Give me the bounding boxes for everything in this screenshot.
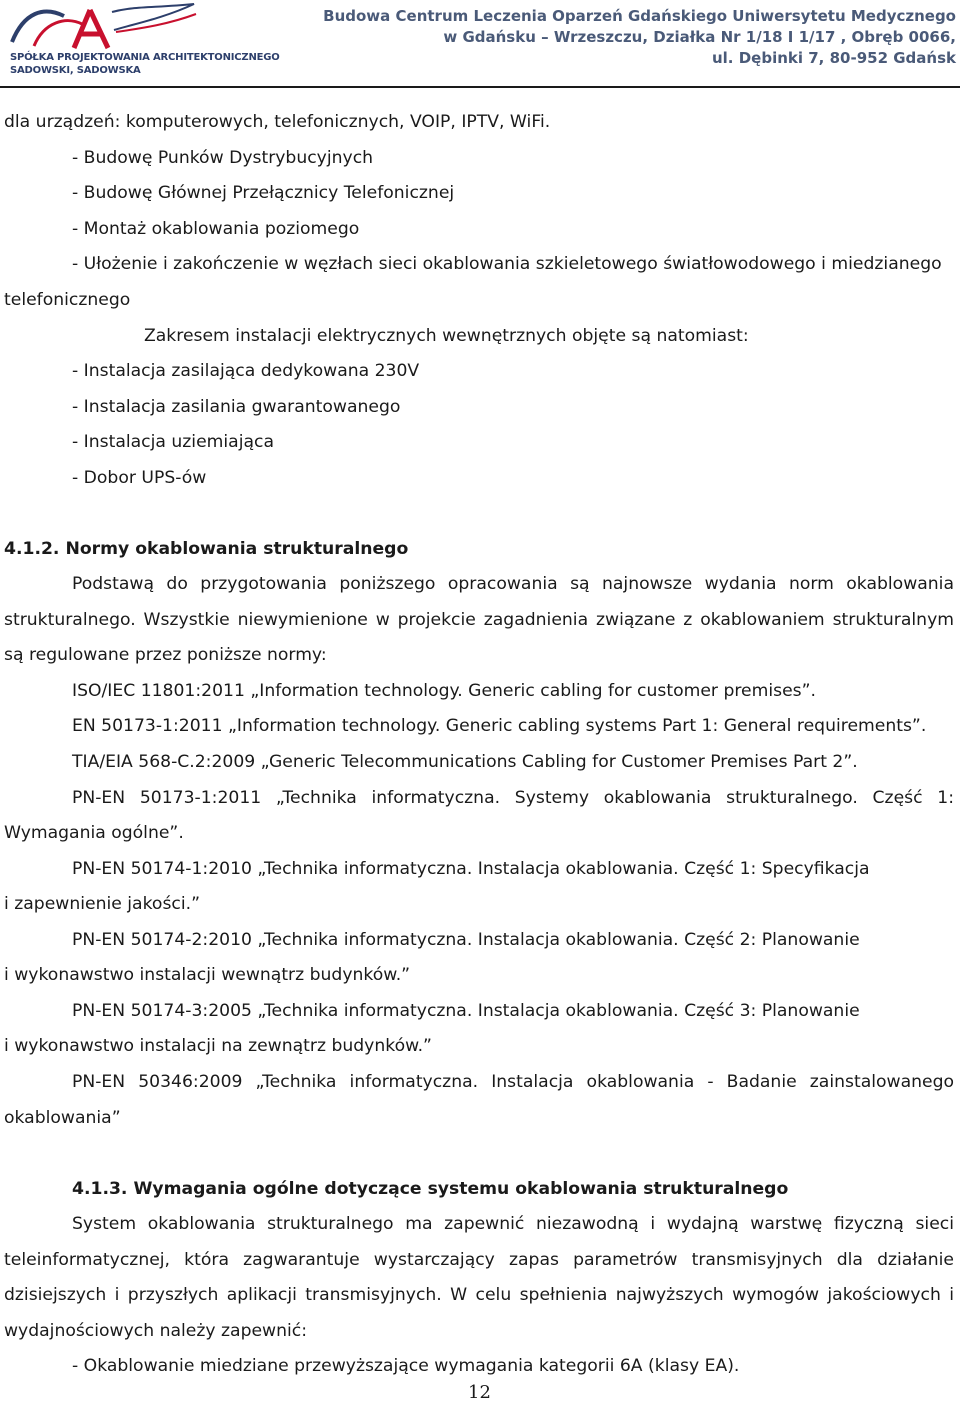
list-item: - Instalacja uziemiająca xyxy=(72,432,274,452)
logo-company-line2: SADOWSKI, SADOWSKA xyxy=(10,65,141,76)
body-line: dla urządzeń: komputerowych, telefonicznych, VOIP, IPTV, WiFi. xyxy=(4,112,551,132)
section-heading: 4.1.3. Wymagania ogólne dotyczące systemu okablowania strukturalnego xyxy=(72,1179,789,1199)
paragraph-line: Podstawą do przygotowania poniższego opracowania są najnowsze wydania norm okablowania xyxy=(72,574,954,594)
project-title-block xyxy=(323,6,956,69)
page-header xyxy=(0,0,960,84)
company-logo xyxy=(4,2,280,80)
norm-item-cont: okablowania” xyxy=(4,1108,121,1128)
list-item: - Montaż okablowania poziomego xyxy=(72,219,360,239)
norm-item: PN-EN 50346:2009 „Technika informatyczna. Instalacja okablowania - Badanie zainstalowanego xyxy=(72,1072,954,1092)
norm-item: PN-EN 50174-1:2010 „Technika informatyczna. Instalacja okablowania. Część 1: Specyfikacja xyxy=(72,859,870,879)
norm-item: ISO/IEC 11801:2011 „Information technology. Generic cabling for customer premises”. xyxy=(72,681,816,701)
list-item: - Budowę Punków Dystrybucyjnych xyxy=(72,148,374,168)
paragraph-line: System okablowania strukturalnego ma zapewnić niezawodną i wydajną warstwę fizyczną sieci xyxy=(72,1214,954,1234)
list-item: - Okablowanie miedziane przewyższające wymagania kategorii 6A (klasy EA). xyxy=(72,1356,740,1376)
norm-item: PN-EN 50174-2:2010 „Technika informatyczna. Instalacja okablowania. Część 2: Planowanie xyxy=(72,930,860,950)
paragraph-line: dzisiejszych i przyszłych aplikacji transmisyjnych. W celu spełnienia najwyższych wymogów jakościowych i xyxy=(4,1285,954,1305)
list-item: - Instalacja zasilania gwarantowanego xyxy=(72,397,401,417)
project-title-line2: w Gdańsku – Wrzeszczu, Działka Nr 1/18 I 1/17 , Obręb 0066, xyxy=(443,28,956,46)
norm-item: PN-EN 50173-1:2011 „Technika informatyczna. Systemy okablowania strukturalnego. Część 1: xyxy=(72,788,954,808)
norm-item: EN 50173-1:2011 „Information technology. Generic cabling systems Part 1: General requirements”. xyxy=(72,716,927,736)
norm-item-cont: i zapewnienie jakości.” xyxy=(4,894,200,914)
page-number: 12 xyxy=(468,1382,491,1403)
list-item: - Budowę Głównej Przełącznicy Telefonicznej xyxy=(72,183,455,203)
body-line: telefonicznego xyxy=(4,290,131,310)
paragraph-line: teleinformatycznej, która zagwarantuje wystarczający zapas parametrów transmisyjnych dla działanie xyxy=(4,1250,954,1270)
norm-item: TIA/EIA 568-C.2:2009 „Generic Telecommunications Cabling for Customer Premises Part 2”. xyxy=(72,752,858,772)
logo-graphic-icon xyxy=(4,2,200,54)
paragraph-line: wydajnościowych należy zapewnić: xyxy=(4,1321,308,1341)
project-title-line3: ul. Dębinki 7, 80-952 Gdańsk xyxy=(711,49,956,67)
norm-item-cont: Wymagania ogólne”. xyxy=(4,823,184,843)
norm-item-cont: i wykonawstwo instalacji wewnątrz budynków.” xyxy=(4,965,411,985)
section-heading: 4.1.2. Normy okablowania strukturalnego xyxy=(4,539,409,559)
norm-item-cont: i wykonawstwo instalacji na zewnątrz budynków.” xyxy=(4,1036,432,1056)
logo-company-line1: SPÓŁKA PROJEKTOWANIA ARCHITEKTONICZNEGO xyxy=(10,52,280,63)
paragraph-line: są regulowane przez poniższe normy: xyxy=(4,645,327,665)
list-item: - Instalacja zasilająca dedykowana 230V xyxy=(72,361,420,381)
list-item: - Dobor UPS-ów xyxy=(72,468,207,488)
list-item: - Ułożenie i zakończenie w węzłach sieci okablowania szkieletowego światłowodowego i miedzianego xyxy=(72,254,942,274)
paragraph-line: strukturalnego. Wszystkie niewymienione w projekcie zagadnienia związane z okablowaniem strukturalnym xyxy=(4,610,954,630)
header-divider xyxy=(0,86,960,88)
project-title-line1: Budowa Centrum Leczenia Oparzeń Gdańskiego Uniwersytetu Medycznego xyxy=(323,7,956,25)
norm-item: PN-EN 50174-3:2005 „Technika informatyczna. Instalacja okablowania. Część 3: Planowanie xyxy=(72,1001,860,1021)
body-line: Zakresem instalacji elektrycznych wewnętrznych objęte są natomiast: xyxy=(144,326,749,346)
